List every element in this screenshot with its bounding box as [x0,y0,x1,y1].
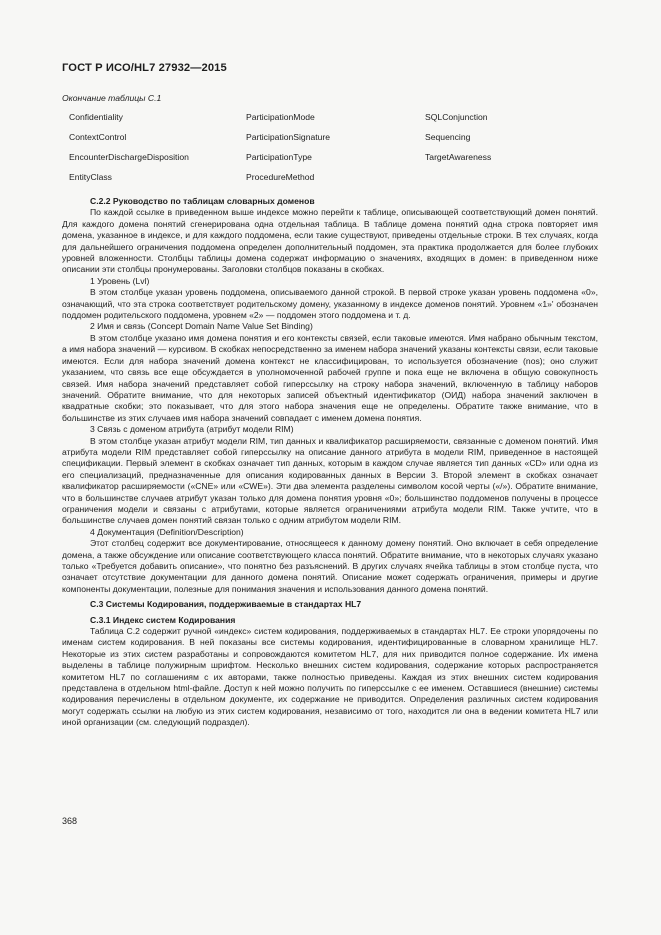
table-cell: ProcedureMethod [246,172,315,182]
table-cell: TargetAwareness [425,152,492,162]
table-caption: Окончание таблицы С.1 [62,93,162,103]
table-cell: Confidentiality [69,112,123,122]
table-cell: ContextControl [69,132,127,142]
table-cell: ParticipationType [246,152,312,162]
column-title: 3 Связь с доменом атрибута (атрибут модели RIM) [90,424,294,435]
section-heading-c31: С.3.1 Индекс систем Кодирования [90,614,236,625]
table-cell: EntityClass [69,172,112,182]
paragraph: В этом столбце указан уровень поддомена, описываемого данной строкой. В первой строке указан уровень поддомена «0», означающий, что эта строка соответствует родительскому домену, указанному в индексе доменов понятий. Уровнем «1»' обозначен поддомен родительского поддомена, уровнем «2» — поддомен этого поддомена и т. д. [62,287,598,321]
paragraph: По каждой ссылке в приведенном выше индексе можно перейти к таблице, описывающей соответствующий домен понятий. Для каждого домена понятий сгенерирована одна отдельная таблица. В таблице домена понятий одна строка повторяет имя домена, указанное в индексе, и для каждого поддомена, если такие существуют, приведены отдельные строки. В тех случаях, когда для дальнейшего ограничения поддомена определен дополнительный поддомен, эта практика продолжается для более глубоких уровней вложенности. Столбцы таблицы домена содержат информацию о значениях, входящих в домен: в приведенном ниже описании эти столбцы пронумерованы. Заголовки столбцов показаны в скобках. [62,207,598,275]
body-text [62,196,598,729]
column-title: 2 Имя и связь (Concept Domain Name Value Set Binding) [90,321,313,332]
column-title: 1 Уровень (Lvl) [90,275,150,286]
paragraph: В этом столбце указан атрибут модели RIM, тип данных и квалификатор расширяемости, связанные с доменом понятий. Имя атрибута модели RIM представляет собой гиперссылку на описание данного атрибута в модели RIM, приведенное в настоящей спецификации. Первый элемент в скобках означает тип данных, которым в каждом случае является тип данных «CD» или одна из его специализаций, предназначенные для описания кодированных данных в Версии 3. Второй элемент в скобках означает квалификатор расширяемости («CNE» или «CWE»). Эти два элемента разделены символом косой черты («/»). Обратите внимание, что в большинстве случаев атрибут указан только для домена понятия уровня «0»; большинство поддоменов получены в процессе ограничения модели и связаны с атрибутами, которые является ограничениями атрибута модели RIM. Также учтите, что в большинстве случаев домен понятий связан только с одним атрибутом модели RIM. [62,435,598,526]
table-cell: ParticipationSignature [246,132,331,142]
paragraph: В этом столбце указано имя домена понятия и его контексты связей, если таковые имеются. Имя набрано обычным текстом, а имя набора значений — курсивом. В скобках непосредственно за именем набора значений указаны контексты связи, если таковые имеются. Если для набора значений домена контекст не классифицирован, то используется обозначение (nos); оно служит указанием, что связь все еще обсуждается в уполномоченной рабочей группе и пока еще не включена в общую совокупность связей. Имя набора значений представляет собой гиперссылку на строку набора значений, включенную в таблицу наборов значений. Обратите внимание, что для некоторых записей объектный идентификатор (ОИД) набора значений заключен в квадратные скобки; это показывает, что для этого набора значения еще не определены. Обратите также внимание, что в большинстве из этих случаев имя набора значений совпадает с именем домена понятия. [62,332,598,423]
section-heading-c22: С.2.2 Руководство по таблицам словарных доменов [90,196,315,206]
table-cell: EncounterDischargeDisposition [69,152,189,162]
standard-header: ГОСТ Р ИСО/HL7 27932—2015 [62,62,227,74]
paragraph: Этот столбец содержит все документирование, относящееся к данному домену понятий. Оно включает в себя определение домена, а также обсуждение или описание соответствующего класса понятий. Обратите внимание, что в некоторых случаях указано только «Требуется добавить описание», что понятно без разъяснений. В других случаях ячейка таблицы в этом столбце пуста, что означает отсутствие документации для данного домена понятий. Описание может содержать ограничения, примеры и другие компоненты документации, полезные для понимания значения и использования данного домена понятий. [62,538,598,594]
column-title: 4 Документация (Definition/Description) [90,526,244,537]
section-heading-c3: С.3 Системы Кодирования, поддерживаемые в стандартах HL7 [90,599,362,610]
page-number: 368 [62,816,78,826]
paragraph: Таблица С.2 содержит ручной «индекс» систем кодирования, поддерживаемых в стандартах HL7. Ее строки упорядочены по именам систем кодирования. В ней показаны все системы кодирования, идентифицированные в словарном хранилище HL7. Некоторые из этих систем разработаны и сопровождаются комитетом HL7, для них приводится полное содержание. Их имена выделены в таблице полужирным шрифтом. Несколько внешних систем кодирования, содержание которых распространяется комитетом HL7 по соглашениям с их авторами, также полностью приведены. Каждая из этих внешних систем кодирования представлена в отдельном html-файле. Доступ к ней можно получить по гиперссылке с ее именем. Оставшиеся (внешние) системы кодирования перечислены в отдельном документе, их содержание не приводится. Определения различных систем кодирования могут содержать ссылки на любую из этих систем кодирования, независимо от того, находится ли она в ведении комитета HL7 или иной организации (см. следующий подраздел). [62,626,598,728]
table-cell: ParticipationMode [246,112,315,122]
table-cell: Sequencing [425,132,471,142]
table-cell: SQLConjunction [425,112,488,122]
